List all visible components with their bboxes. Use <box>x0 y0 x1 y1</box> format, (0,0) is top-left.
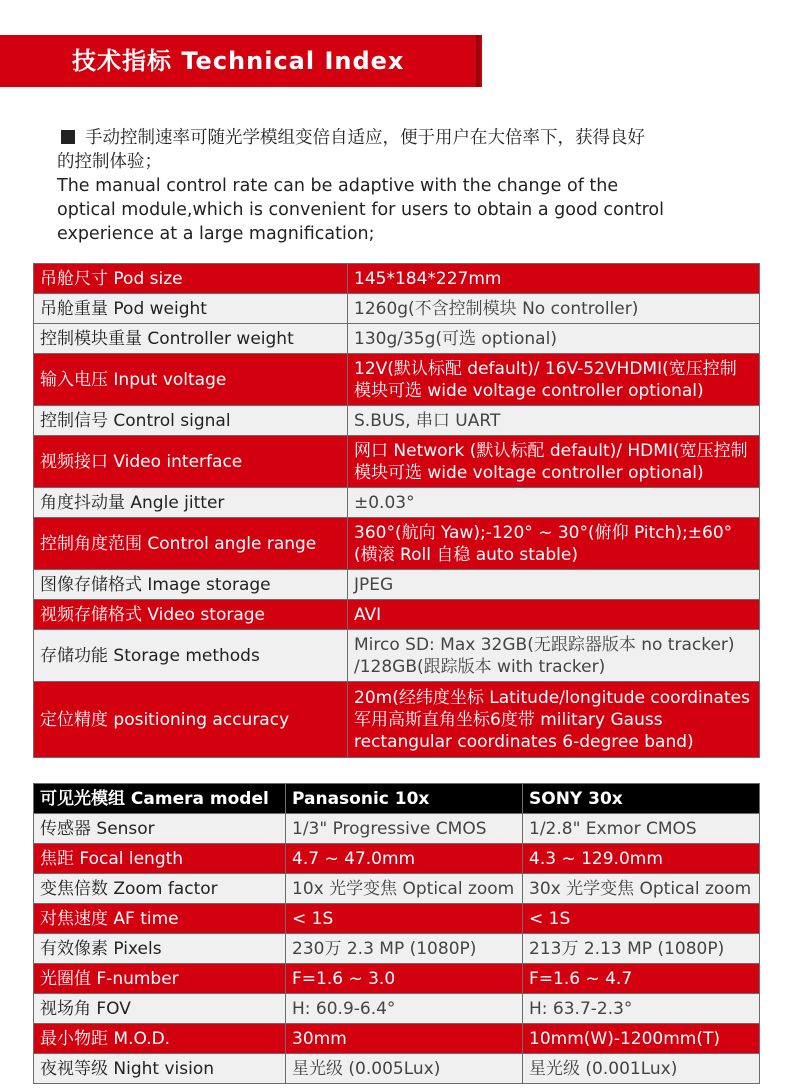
table-row <box>34 406 760 436</box>
sony-value: 1/2.8" Exmor CMOS <box>523 814 760 844</box>
spec-value: AVI <box>348 600 760 630</box>
table-row <box>34 630 760 682</box>
table-row <box>34 904 760 934</box>
camera-table <box>33 783 760 1084</box>
panasonic-value: 4.7 ~ 47.0mm <box>286 844 523 874</box>
panasonic-value: 230万 2.3 MP (1080P) <box>286 934 523 964</box>
spec-value: 12V(默认标配 default)/ 16V-52VHDMI(宽压控制模块可选 wide voltage controller optional) <box>348 354 760 406</box>
camera-label: 光圈值 F-number <box>34 964 286 994</box>
spec-label: 吊舱重量 Pod weight <box>34 294 348 324</box>
camera-label: 焦距 Focal length <box>34 844 286 874</box>
spec-value: 网口 Network (默认标配 default)/ HDMI(宽压控制模块可选 wide voltage controller optional) <box>348 436 760 488</box>
panasonic-value: H: 60.9-6.4° <box>286 994 523 1024</box>
table-row <box>34 436 760 488</box>
camera-label: 有效像素 Pixels <box>34 934 286 964</box>
column-header: SONY 30x <box>523 784 760 814</box>
column-header: Panasonic 10x <box>286 784 523 814</box>
sony-value: F=1.6 ~ 4.7 <box>523 964 760 994</box>
table-row <box>34 874 760 904</box>
sony-value: H: 63.7-2.3° <box>523 994 760 1024</box>
spec-label: 角度抖动量 Angle jitter <box>34 488 348 518</box>
table-header-row <box>34 784 760 814</box>
camera-label: 对焦速度 AF time <box>34 904 286 934</box>
sony-value: 10mm(W)-1200mm(T) <box>523 1024 760 1054</box>
spec-label: 输入电压 Input voltage <box>34 354 348 406</box>
square-bullet-icon <box>61 130 75 144</box>
spec-label: 控制模块重量 Controller weight <box>34 324 348 354</box>
table-row <box>34 324 760 354</box>
spec-label: 吊舱尺寸 Pod size <box>34 264 348 294</box>
intro-cn-line-2: 的控制体验； <box>57 152 162 172</box>
intro-cn-text-1: 手动控制速率可随光学模组变倍自适应，便于用户在大倍率下，获得良好 <box>85 128 645 148</box>
spec-value: S.BUS, 串口 UART <box>348 406 760 436</box>
camera-label: 变焦倍数 Zoom factor <box>34 874 286 904</box>
camera-label: 夜视等级 Night vision <box>34 1054 286 1084</box>
sony-value: < 1S <box>523 904 760 934</box>
table-row <box>34 354 760 406</box>
spec-value: 145*184*227mm <box>348 264 760 294</box>
spec-label: 定位精度 positioning accuracy <box>34 682 348 758</box>
table-row <box>34 264 760 294</box>
table-row <box>34 488 760 518</box>
spec-value: Mirco SD: Max 32GB(无跟踪器版本 no tracker) /128GB(跟踪版本 with tracker) <box>348 630 760 682</box>
camera-label: 传感器 Sensor <box>34 814 286 844</box>
table-row <box>34 570 760 600</box>
spec-table <box>33 263 760 758</box>
spec-value: 360°(航向 Yaw);-120° ~ 30°(俯仰 Pitch);±60°(横滚 Roll 自稳 auto stable) <box>348 518 760 570</box>
table-row <box>34 814 760 844</box>
table-row <box>34 964 760 994</box>
spec-label: 图像存储格式 Image storage <box>34 570 348 600</box>
intro-en-line-1: The manual control rate can be adaptive with the change of the <box>57 176 619 196</box>
intro-en-line-2: optical module,which is convenient for users to obtain a good control <box>57 200 664 220</box>
intro-en-line-3: experience at a large magnification; <box>57 224 375 244</box>
header-banner-edge <box>476 35 482 87</box>
spec-value: 20m(经纬度坐标 Latitude/longitude coordinates 军用高斯直角坐标6度带 military Gauss rectangular coordinates 6-degree band) <box>348 682 760 758</box>
page-title: 技术指标 Technical Index <box>72 47 405 75</box>
table-row <box>34 994 760 1024</box>
intro-cn-line-1 <box>57 126 747 150</box>
spec-value: JPEG <box>348 570 760 600</box>
intro-paragraph <box>57 126 747 246</box>
spec-label: 视频存储格式 Video storage <box>34 600 348 630</box>
sony-value: 213万 2.13 MP (1080P) <box>523 934 760 964</box>
spec-label: 视频接口 Video interface <box>34 436 348 488</box>
panasonic-value: 10x 光学变焦 Optical zoom <box>286 874 523 904</box>
spec-label: 控制信号 Control signal <box>34 406 348 436</box>
spec-value: 1260g(不含控制模块 No controller) <box>348 294 760 324</box>
table-row <box>34 294 760 324</box>
sony-value: 星光级 (0.001Lux) <box>523 1054 760 1084</box>
sony-value: 30x 光学变焦 Optical zoom <box>523 874 760 904</box>
table-row <box>34 518 760 570</box>
spec-value: 130g/35g(可选 optional) <box>348 324 760 354</box>
table-row <box>34 844 760 874</box>
spec-label: 控制角度范围 Control angle range <box>34 518 348 570</box>
spec-value: ±0.03° <box>348 488 760 518</box>
table-row <box>34 1024 760 1054</box>
camera-label: 最小物距 M.O.D. <box>34 1024 286 1054</box>
table-row <box>34 600 760 630</box>
spec-label: 存储功能 Storage methods <box>34 630 348 682</box>
panasonic-value: 星光级 (0.005Lux) <box>286 1054 523 1084</box>
table-row <box>34 1054 760 1084</box>
panasonic-value: 1/3" Progressive CMOS <box>286 814 523 844</box>
column-header: 可见光模组 Camera model <box>34 784 286 814</box>
table-row <box>34 934 760 964</box>
panasonic-value: 30mm <box>286 1024 523 1054</box>
panasonic-value: < 1S <box>286 904 523 934</box>
sony-value: 4.3 ~ 129.0mm <box>523 844 760 874</box>
table-row <box>34 682 760 758</box>
panasonic-value: F=1.6 ~ 3.0 <box>286 964 523 994</box>
camera-label: 视场角 FOV <box>34 994 286 1024</box>
